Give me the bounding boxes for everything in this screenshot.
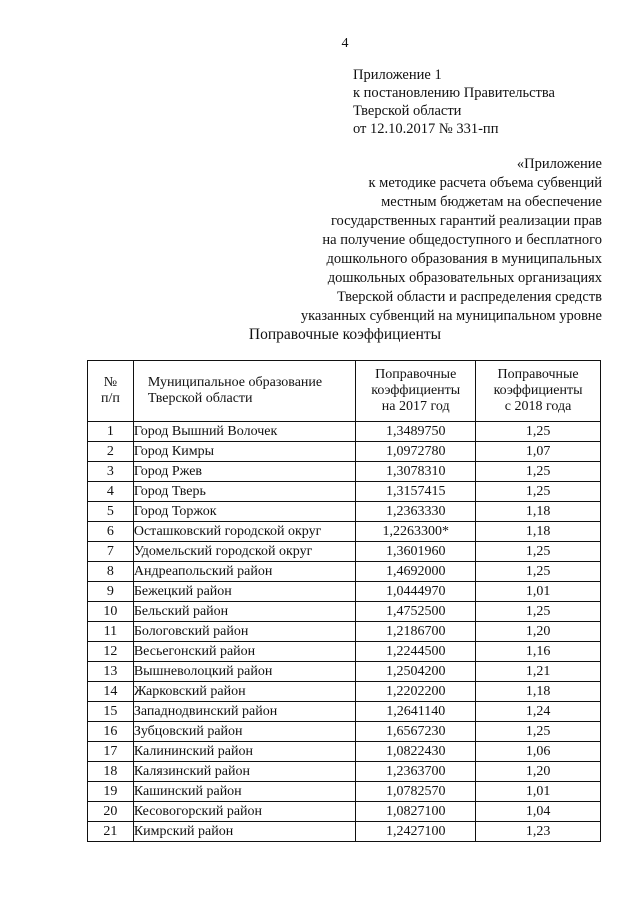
- header-coef-2017: [356, 361, 476, 422]
- row-number: 4: [88, 482, 134, 502]
- municipality-name: Кимрский район: [133, 822, 355, 842]
- row-number: 8: [88, 562, 134, 582]
- methodology-line: дошкольного образования в муниципальных: [326, 251, 602, 267]
- table-row: [88, 542, 601, 562]
- header-coef-2017-line: коэффициенты: [371, 383, 461, 398]
- coefficient-2018: 1,25: [476, 482, 601, 502]
- table-row: [88, 482, 601, 502]
- table-row: [88, 642, 601, 662]
- municipality-name: Калязинский район: [133, 762, 355, 782]
- municipality-name: Бельский район: [133, 602, 355, 622]
- coefficient-2017: 1,2363700: [356, 762, 476, 782]
- municipality-name: Вышневолоцкий район: [133, 662, 355, 682]
- coefficient-2018: 1,04: [476, 802, 601, 822]
- row-number: 1: [88, 422, 134, 442]
- header-coef-2018-line: с 2018 года: [504, 399, 572, 414]
- coefficient-2018: 1,25: [476, 422, 601, 442]
- municipality-name: Город Ржев: [133, 462, 355, 482]
- coefficient-2018: 1,18: [476, 502, 601, 522]
- row-number: 20: [88, 802, 134, 822]
- coefficient-2017: 1,2641140: [356, 702, 476, 722]
- coefficient-2018: 1,25: [476, 602, 601, 622]
- municipality-name: Зубцовский район: [133, 722, 355, 742]
- coefficient-2018: 1,20: [476, 622, 601, 642]
- header-coef-2017-line: на 2017 год: [381, 399, 450, 414]
- table-row: [88, 702, 601, 722]
- header-municipality-line: Муниципальное образование: [147, 375, 323, 390]
- coefficient-2018: 1,25: [476, 542, 601, 562]
- methodology-line: на получение общедоступного и бесплатного: [322, 232, 602, 248]
- table-row: [88, 602, 601, 622]
- coefficients-table: [87, 360, 601, 842]
- row-number: 10: [88, 602, 134, 622]
- row-number: 11: [88, 622, 134, 642]
- municipality-name: Весьегонский район: [133, 642, 355, 662]
- coefficient-2018: 1,01: [476, 782, 601, 802]
- row-number: 12: [88, 642, 134, 662]
- table-row: [88, 682, 601, 702]
- coefficient-2018: 1,01: [476, 582, 601, 602]
- row-number: 13: [88, 662, 134, 682]
- table-row: [88, 422, 601, 442]
- methodology-line: государственных гарантий реализации прав: [330, 213, 602, 229]
- header-coef-2018-line: Поправочные: [497, 367, 579, 382]
- table-row: [88, 762, 601, 782]
- header-coef-2018-line: коэффициенты: [493, 383, 583, 398]
- table-row: [88, 582, 601, 602]
- coefficient-2018: 1,25: [476, 722, 601, 742]
- header-number-line: п/п: [100, 391, 120, 406]
- coefficient-2018: 1,25: [476, 462, 601, 482]
- row-number: 5: [88, 502, 134, 522]
- table-row: [88, 462, 601, 482]
- table-title: Поправочные коэффициенты: [248, 326, 442, 343]
- header-municipality-line: Тверской области: [147, 391, 253, 406]
- header-municipality: [133, 361, 355, 422]
- coefficient-2017: 1,2202200: [356, 682, 476, 702]
- row-number: 3: [88, 462, 134, 482]
- coefficient-2017: 1,4752500: [356, 602, 476, 622]
- table-row: [88, 662, 601, 682]
- row-number: 6: [88, 522, 134, 542]
- table-row: [88, 502, 601, 522]
- coefficient-2017: 1,2263300*: [356, 522, 476, 542]
- municipality-name: Западнодвинский район: [133, 702, 355, 722]
- methodology-line: «Приложение: [516, 156, 602, 172]
- row-number: 19: [88, 782, 134, 802]
- coefficient-2018: 1,23: [476, 822, 601, 842]
- municipality-name: Осташковский городской округ: [133, 522, 355, 542]
- municipality-name: Кашинский район: [133, 782, 355, 802]
- coefficient-2017: 1,0822430: [356, 742, 476, 762]
- row-number: 21: [88, 822, 134, 842]
- methodology-line: местным бюджетам на обеспечение: [381, 194, 602, 210]
- coefficient-2017: 1,4692000: [356, 562, 476, 582]
- annex-block: [353, 66, 555, 138]
- table-row: [88, 722, 601, 742]
- row-number: 2: [88, 442, 134, 462]
- coefficient-2017: 1,3078310: [356, 462, 476, 482]
- header-coef-2017-line: Поправочные: [375, 367, 457, 382]
- municipality-name: Кесовогорский район: [133, 802, 355, 822]
- coefficient-2017: 1,3489750: [356, 422, 476, 442]
- methodology-line: Тверской области и распределения средств: [336, 289, 602, 305]
- methodology-line: указанных субвенций на муниципальном уровне: [300, 308, 602, 324]
- municipality-name: Калининский район: [133, 742, 355, 762]
- coefficient-2017: 1,3157415: [356, 482, 476, 502]
- annex-line: от 12.10.2017 № 331-пп: [353, 121, 499, 137]
- table-row: [88, 442, 601, 462]
- municipality-name: Город Тверь: [133, 482, 355, 502]
- table-row: [88, 742, 601, 762]
- annex-line: Приложение 1: [353, 67, 442, 83]
- coefficient-2017: 1,0782570: [356, 782, 476, 802]
- coefficient-2018: 1,25: [476, 562, 601, 582]
- municipality-name: Андреапольский район: [133, 562, 355, 582]
- methodology-annex-block: [301, 155, 602, 326]
- coefficient-2018: 1,18: [476, 682, 601, 702]
- coefficient-2018: 1,24: [476, 702, 601, 722]
- row-number: 9: [88, 582, 134, 602]
- municipality-name: Жарковский район: [133, 682, 355, 702]
- coefficient-2018: 1,16: [476, 642, 601, 662]
- row-number: 17: [88, 742, 134, 762]
- row-number: 16: [88, 722, 134, 742]
- coefficient-2017: 1,2186700: [356, 622, 476, 642]
- header-number-line: №: [103, 375, 118, 390]
- municipality-name: Бологовский район: [133, 622, 355, 642]
- annex-line: к постановлению Правительства: [353, 85, 555, 101]
- row-number: 14: [88, 682, 134, 702]
- coefficient-2017: 1,6567230: [356, 722, 476, 742]
- table-body: [88, 422, 601, 842]
- coefficient-2017: 1,2504200: [356, 662, 476, 682]
- municipality-name: Город Вышний Волочек: [133, 422, 355, 442]
- table-row: [88, 822, 601, 842]
- annex-line: Тверской области: [353, 103, 462, 119]
- header-number: [88, 361, 134, 422]
- header-coef-2018: [476, 361, 601, 422]
- coefficient-2018: 1,07: [476, 442, 601, 462]
- row-number: 15: [88, 702, 134, 722]
- municipality-name: Город Торжок: [133, 502, 355, 522]
- municipality-name: Бежецкий район: [133, 582, 355, 602]
- coefficient-2018: 1,18: [476, 522, 601, 542]
- row-number: 7: [88, 542, 134, 562]
- coefficient-2017: 1,0444970: [356, 582, 476, 602]
- municipality-name: Город Кимры: [133, 442, 355, 462]
- coefficient-2017: 1,2427100: [356, 822, 476, 842]
- table-row: [88, 782, 601, 802]
- coefficient-2018: 1,20: [476, 762, 601, 782]
- coefficient-2017: 1,3601960: [356, 542, 476, 562]
- coefficient-2017: 1,2363330: [356, 502, 476, 522]
- coefficient-2017: 1,0972780: [356, 442, 476, 462]
- methodology-line: дошкольных образовательных организациях: [327, 270, 602, 286]
- methodology-line: к методике расчета объема субвенций: [368, 175, 602, 191]
- table-header-row: [88, 361, 601, 422]
- row-number: 18: [88, 762, 134, 782]
- coefficient-2018: 1,06: [476, 742, 601, 762]
- table-row: [88, 522, 601, 542]
- table-row: [88, 802, 601, 822]
- coefficient-2018: 1,21: [476, 662, 601, 682]
- table-row: [88, 622, 601, 642]
- page-number: 4: [341, 36, 349, 51]
- coefficient-2017: 1,0827100: [356, 802, 476, 822]
- municipality-name: Удомельский городской округ: [133, 542, 355, 562]
- coefficient-2017: 1,2244500: [356, 642, 476, 662]
- table-row: [88, 562, 601, 582]
